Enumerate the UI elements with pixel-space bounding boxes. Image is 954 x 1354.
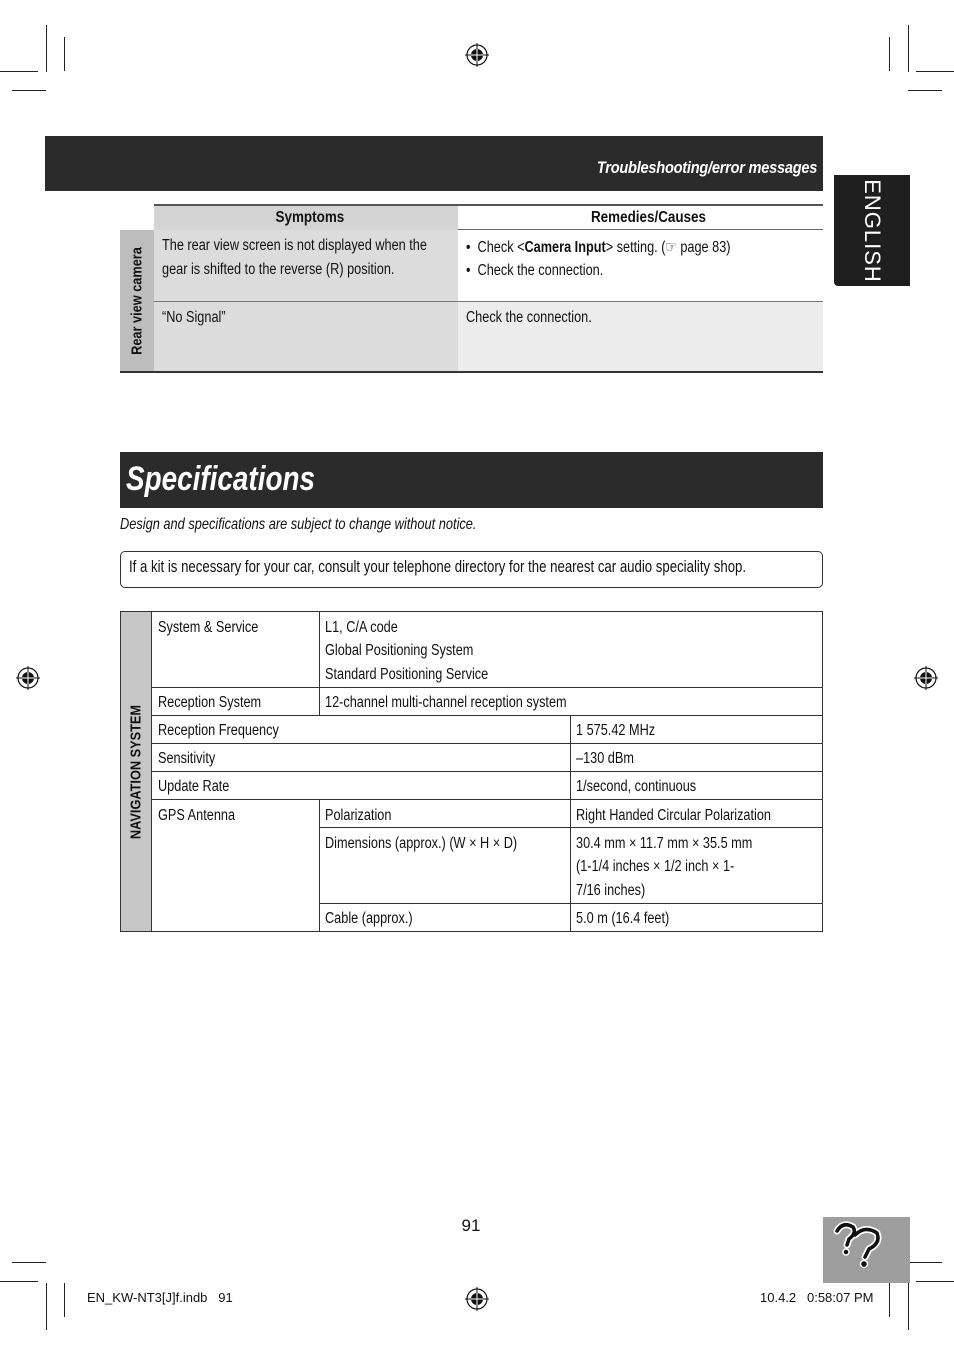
- table-bottom-rule: [120, 371, 823, 373]
- kit-note-text: If a kit is necessary for your car, consult your telephone directory for the nearest car audio speciality shop.: [129, 558, 747, 576]
- crop-mark: [12, 90, 46, 91]
- bullet: •: [466, 239, 478, 256]
- category-label: NAVIGATION SYSTEM: [127, 704, 145, 840]
- spec-value: (1-1/4 inches × 1/2 inch × 1-: [576, 858, 735, 875]
- kit-note-box: [120, 551, 823, 588]
- spec-value: Standard Positioning Service: [325, 666, 489, 683]
- remedy-text: Check the connection.: [466, 309, 592, 326]
- column-divider: [570, 715, 571, 799]
- row-divider: [154, 301, 823, 302]
- section-title: Troubleshooting/error messages: [596, 158, 817, 177]
- spec-sublabel: Cable (approx.): [325, 910, 413, 927]
- remedies-header-cell: [458, 204, 823, 230]
- spec-value: L1, C/A code: [325, 619, 398, 636]
- spec-value: –130 dBm: [576, 750, 634, 767]
- bullet: •: [466, 262, 478, 279]
- spec-label: Update Rate: [158, 778, 230, 795]
- category-navigation-system: [121, 612, 152, 931]
- crop-mark: [916, 1281, 954, 1282]
- column-divider: [570, 799, 571, 932]
- registration-mark-icon: [465, 1287, 489, 1311]
- category-rear-view-camera: [120, 230, 154, 372]
- symptoms-header: Symptoms: [275, 209, 345, 226]
- specifications-header-band: [120, 452, 823, 508]
- question-marks-icon: [823, 1217, 910, 1283]
- spec-label: GPS Antenna: [158, 807, 236, 824]
- registration-mark-icon: [914, 666, 938, 690]
- spec-label: Reception System: [158, 694, 262, 711]
- crop-mark: [889, 37, 890, 71]
- registration-mark-icon: [16, 666, 40, 690]
- spec-label: System & Service: [158, 619, 259, 636]
- crop-mark: [889, 1283, 890, 1317]
- setting-name: Camera Input: [524, 239, 606, 256]
- symptoms-header-cell: [154, 204, 458, 230]
- spec-label: Sensitivity: [158, 750, 216, 767]
- notice-text: Design and specifications are subject to change without notice.: [120, 516, 477, 533]
- row-divider: [152, 771, 823, 772]
- spec-value: 5.0 m (16.4 feet): [576, 910, 670, 927]
- category-label: Rear view camera: [128, 247, 146, 355]
- language-label: ENGLISH: [860, 179, 885, 283]
- help-tab: [823, 1217, 910, 1283]
- spec-sublabel: Polarization: [325, 807, 392, 824]
- crop-mark: [64, 37, 65, 71]
- row-divider: [152, 687, 823, 688]
- crop-mark: [908, 1283, 909, 1330]
- crop-mark: [46, 1283, 47, 1330]
- row-divider: [152, 743, 823, 744]
- symptom-line: gear is shifted to the reverse (R) position.: [162, 261, 395, 278]
- crop-mark: [0, 1281, 38, 1282]
- registration-mark-icon: [465, 43, 489, 67]
- crop-mark: [908, 1262, 942, 1263]
- remedy-text: > setting. (☞ page 83): [605, 239, 731, 256]
- crop-mark: [908, 25, 909, 72]
- row-divider: [152, 715, 823, 716]
- remedy-text: Check the connection.: [477, 262, 604, 279]
- crop-mark: [46, 25, 47, 72]
- footer-timestamp: 10.4.2 0:58:07 PM: [760, 1290, 874, 1305]
- footer-file-info: EN_KW-NT3[J]f.indb 91: [87, 1290, 233, 1305]
- spec-sublabel: Dimensions (approx.) (W × H × D): [325, 835, 518, 852]
- remedies-header: Remedies/Causes: [590, 209, 707, 226]
- spec-label: Reception Frequency: [158, 722, 279, 739]
- column-divider: [319, 612, 320, 715]
- page-number: 91: [461, 1216, 481, 1235]
- spec-value: 12-channel multi-channel reception system: [325, 694, 567, 711]
- page-title: Specifications: [126, 460, 316, 498]
- crop-mark: [908, 90, 942, 91]
- spec-value: 1 575.42 MHz: [576, 722, 656, 739]
- crop-mark: [64, 1283, 65, 1317]
- spec-value: 7/16 inches): [576, 882, 646, 899]
- spec-value: Global Positioning System: [325, 642, 474, 659]
- remedy-item: [466, 236, 731, 260]
- row-divider: [152, 799, 823, 800]
- remedy-item: [466, 259, 603, 283]
- spec-value: 1/second, continuous: [576, 778, 697, 795]
- symptom-line: The rear view screen is not displayed when the: [162, 237, 427, 254]
- spec-value: Right Handed Circular Polarization: [576, 807, 771, 824]
- remedy-text: Check <: [477, 239, 525, 256]
- language-tab: [834, 175, 910, 286]
- row-divider: [319, 903, 823, 904]
- section-header-band: [45, 136, 823, 191]
- spec-value: 30.4 mm × 11.7 mm × 35.5 mm: [576, 835, 753, 852]
- column-divider: [319, 799, 320, 932]
- crop-mark: [916, 71, 954, 72]
- crop-mark: [12, 1262, 46, 1263]
- crop-mark: [0, 71, 38, 72]
- symptom-text: “No Signal”: [162, 309, 226, 326]
